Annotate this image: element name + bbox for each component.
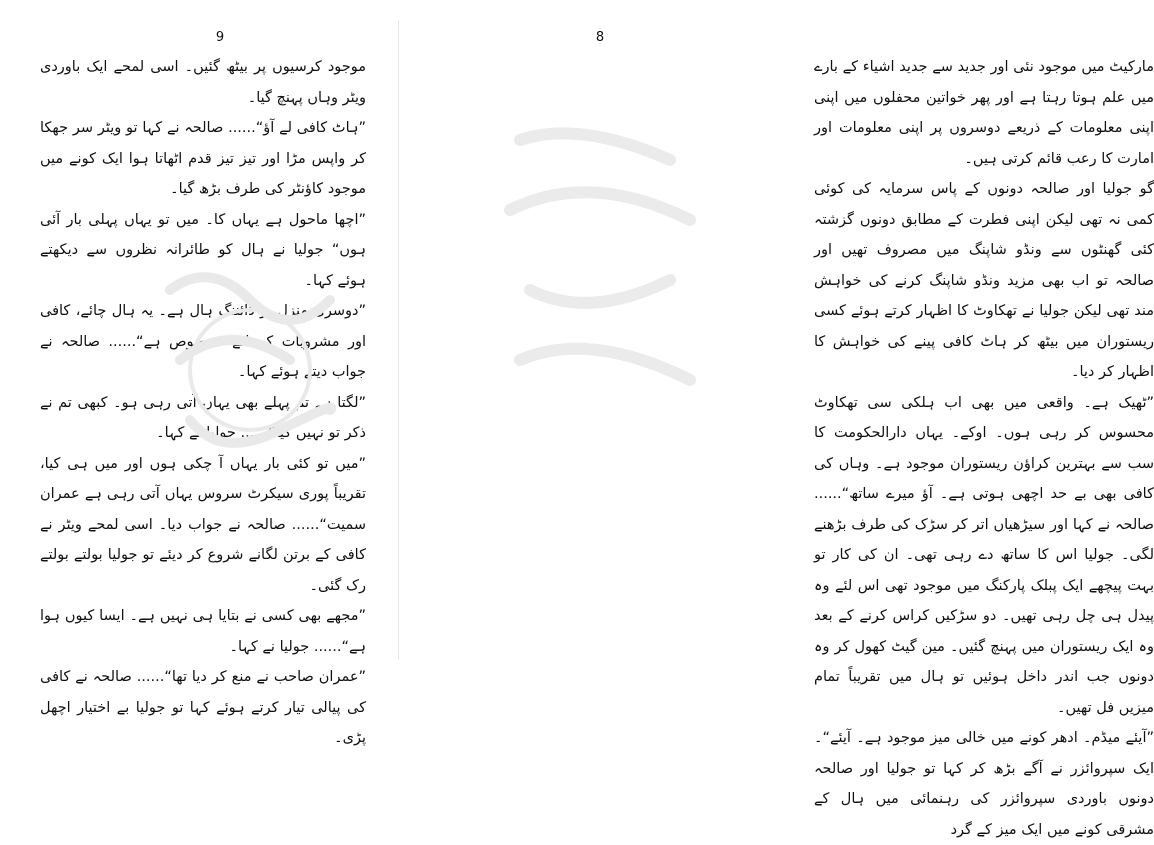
page-gutter xyxy=(398,20,399,660)
paragraph: ”میں تو کئی بار یہاں آ چکی ہوں اور میں ہی کیا، تقریباً پوری سیکرٹ سروس یہاں آتی رہی ہے عمران سمیت“...... صالحہ نے جواب دیا۔ اسی لمحے ویٹر نے کافی کے برتن لگانے شروع کر دیئے تو جولیا بولتے بولتے رک گئی۔ xyxy=(40,455,366,594)
paragraph: ”ہاٹ کافی لے آؤ“...... صالحہ نے کہا تو ویٹر سر جھکا کر واپس مڑا اور تیز تیز قدم اٹھاتا ہوا ایک کونے میں موجود کاؤنٹر کی طرف بڑھ گیا۔ xyxy=(40,120,366,197)
paragraph: مارکیٹ میں موجود نئی اور جدید سے جدید اشیاء کے بارے میں علم ہوتا رہتا ہے اور پھر خواتین محفلوں میں اپنی اپنی معلومات کے ذریعے دوسروں پر اپنی معلومات اور امارت کا رعب قائم کرتی ہیں۔ xyxy=(814,59,1154,167)
right-page xyxy=(400,0,1154,838)
page-number-left: 9 xyxy=(215,30,225,45)
paragraph: گو جولیا اور صالحہ دونوں کے پاس سرمایہ کی کوئی کمی نہ تھی لیکن اپنی فطرت کے مطابق دونوں گزشتہ کئی گھنٹوں سے ونڈو شاپنگ میں مصروف تھیں اور صالحہ تو اب بھی مزید ونڈو شاپنگ کرنے کی خواہش مند تھی لیکن جولیا نے تھکاوٹ کا اظہار کرتے ہوئے کسی ریستوران میں بیٹھ کر ہاٹ کافی پینے کی خواہش کا اظہار کر دیا۔ xyxy=(814,181,1154,380)
paragraph: ”مجھے بھی کسی نے بتایا ہی نہیں ہے۔ ایسا کیوں ہوا ہے“...... جولیا نے کہا۔ xyxy=(40,608,366,655)
paragraph: ”آیئے میڈم۔ ادھر کونے میں خالی میز موجود ہے۔ آیئے“۔ ایک سپروائزر نے آگے بڑھ کر کہا تو جولیا اور صالحہ دونوں باوردی سپروائزر کی رہنمائی میں ہال کے مشرقی کونے میں ایک میز کے گرد xyxy=(814,730,1154,838)
paragraph: ”عمران صاحب نے منع کر دیا تھا“...... صالحہ نے کافی کی پیالی تیار کرتے ہوئے کہا تو جولیا بے اختیار اچھل پڑی۔ xyxy=(40,669,366,746)
paragraph: ”لگتا ہے تم پہلے بھی یہاں آتی رہی ہو۔ کبھی تم نے ذکر تو نہیں کیا“...... جولیا نے کہا۔ xyxy=(40,394,366,441)
paragraph: موجود کرسیوں پر بیٹھ گئیں۔ اسی لمحے ایک باوردی ویٹر وہاں پہنچ گیا۔ xyxy=(40,59,366,106)
right-page-text xyxy=(814,52,1154,845)
paragraph: ”اچھا ماحول ہے یہاں کا۔ میں تو یہاں پہلی بار آئی ہوں“ جولیا نے ہال کو طائرانہ نظروں سے دیکھتے ہوئے کہا۔ xyxy=(40,211,366,289)
left-page-text xyxy=(40,52,366,754)
left-page xyxy=(0,0,400,746)
paragraph: ”دوسری منزل پر ڈائننگ ہال ہے۔ یہ ہال چائے، کافی اور مشروبات کے لئے مخصوص ہے“...... صالحہ نے جواب دیتے ہوئے کہا۔ xyxy=(40,303,366,380)
page-number-right: 8 xyxy=(595,30,605,45)
paragraph: ”ٹھیک ہے۔ واقعی میں بھی اب ہلکی سی تھکاوٹ محسوس کر رہی ہوں۔ اوکے۔ یہاں دارالحکومت کا سب سے بہترین کراؤن ریستوران موجود ہے۔ وہاں کی کافی بھی بے حد اچھی ہوتی ہے۔ آؤ میرے ساتھ“...... صالحہ نے کہا اور سیڑھیاں اتر کر سڑک کی طرف بڑھنے لگی۔ جولیا اس کا ساتھ دے رہی تھی۔ ان کی کار تو بہت پیچھے ایک پبلک پارکنگ میں موجود تھی اس لئے وہ پیدل ہی چل رہی تھیں۔ دو سڑکیں کراس کرنے کے بعد وہ ایک ریستوران میں پہنچ گئیں۔ مین گیٹ کھول کر وہ دونوں جب اندر داخل ہوئیں تو ہال میں تقریباً تمام میزیں فل تھیں۔ xyxy=(814,394,1154,716)
